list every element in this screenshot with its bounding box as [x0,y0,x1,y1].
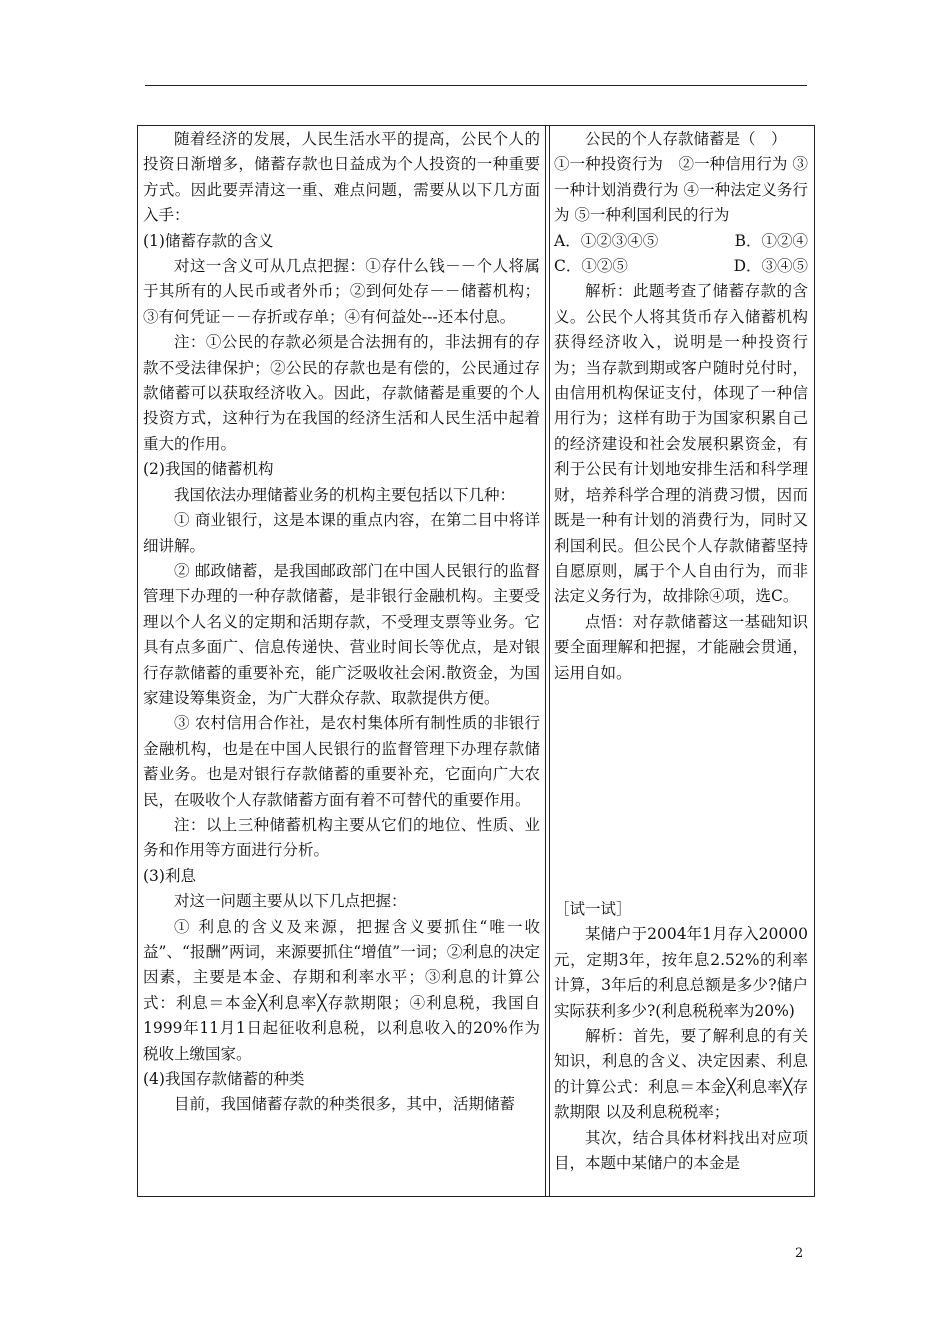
section-heading-3: (3)利息 [143,866,196,885]
option-a: A．①②③④⑤ [554,231,659,250]
exercise-body: 某储户于2004年1月存入20000元，定期3年，按年息2.52%的利率计算，3年后的利息总额是多少?储户实际获利多少?(利息税税率为20%) [554,925,808,1020]
question-tip: 点悟：对存款储蓄这一基础知识要全面理解和把握，才能融会贯通，运用自如。 [554,612,808,682]
question-statements: ①一种投资行为 ②一种信用行为 ③一种计划消费行为 ④一种法定义务行为 ⑤一种利国利民的行为 [554,155,808,225]
savings-types-paragraph: 目前，我国储蓄存款的种类很多，其中，活期储蓄 [174,1095,516,1114]
right-column-question [554,127,808,686]
interest-intro-paragraph: 对这一问题主要从以下几点把握： [174,892,407,911]
exercise-analysis-2: 其次，结合具体材料找出对应项目，本题中某储户的本金是 [554,1128,808,1173]
option-d: D．③④⑤ [733,257,808,276]
question-analysis: 解析：此题考查了储蓄存款的含义。公民个人将其货币存入储蓄机构获得经济收入，说明是一种投资行为；当存款到期或客户随时兑付时，由信用机构保证支付，体现了一种信用行为；这样有助于为国家积累自己的经济建设和社会发展积累资金，有利于公民有计划地安排生活和科学理财，培养科学合理的消费习惯，因而既是一种有计划的消费行为，同时又利国利民。但公民个人存款储蓄坚持自愿原则，属于个人自由行为，而非法定义务行为，故排除④项，选C。 [554,282,808,606]
question-stem: 公民的个人存款储蓄是（ ） [585,130,787,148]
meaning-paragraph: 对这一含义可从几点把握：①存什么钱－－个人将属于其所有的人民币或者外币；②到何处存－－储蓄机构；③有何凭证－－存折或存单；④有何益处---还本付息。 [143,257,540,326]
exercise-title: ［试一试］ [554,900,632,918]
exercise-analysis-1: 解析：首先，要了解利息的有关知识，利息的含义、决定因素、利息的计算公式：利息＝本金╳利息率╳存款期限 以及利息税税率； [554,1027,808,1122]
postal-savings-paragraph: ② 邮政储蓄，是我国邮政部门在中国人民银行的监督管理下办理的一种存款储蓄，是非银行金融机构。主要受理以个人名义的定期和活期存款，不受理支票等业务。它具有点多面广、信息传递快、营业时间长等优点，是对银行存款储蓄的重要补充，能广泛吸收社会闲.散资金，为国家建设筹集资金，为广大群众存款、取款提供方便。 [143,561,540,707]
left-column [143,127,540,1118]
option-b: B．①②④ [734,231,808,250]
institutions-paragraph: 我国依法办理储蓄业务的机构主要包括以下几种： [174,485,516,504]
commercial-bank-paragraph: ① 商业银行，这是本课的重点内容，在第二目中将详细讲解。 [143,511,540,555]
column-divider [545,125,550,1197]
section-heading-2: (2)我国的储蓄机构 [143,460,274,479]
section-heading-1: (1)储蓄存款的含义 [143,231,274,250]
page-number: 2 [795,1246,804,1261]
intro-paragraph: 随着经济的发展，人民生活水平的提高，公民个人的投资日渐增多，储蓄存款也日益成为个人投资的一种重要方式。因此要弄清这一重、难点问题，需要从以下几方面入手： [143,130,540,225]
note-paragraph-1: 注：①公民的存款必须是合法拥有的，非法拥有的存款不受法律保护；②公民的存款也是有偿的，公民通过存款储蓄可以获取经济收入。因此，存款储蓄是重要的个人投资方式，这种行为在我国的经济生活和人民生活中起着重大的作用。 [143,333,540,453]
right-column-exercise [554,897,808,1176]
options-row-2 [554,254,808,279]
note-paragraph-2: 注：以上三种储蓄机构主要从它们的地位、性质、业务和作用等方面进行分析。 [143,815,540,860]
rural-credit-paragraph: ③ 农村信用合作社，是农村集体所有制性质的非银行金融机构，也是在中国人民银行的监督管理下办理存款储蓄业务。也是对银行存款储蓄的重要补充，它面向广大农民，在吸收个人存款储蓄方面有着不可替代的重要作用。 [143,714,540,809]
interest-detail-paragraph: ① 利息的含义及来源，把握含义要抓住“唯一收益”、“报酬”两词，来源要抓住“增值”一词；②利息的决定因素，主要是本金、存期和利率水平；③利息的计算公式：利息＝本金╳利息率╳存款期限；④利息税，我国自1999年11月1日起征收利息税，以利息收入的20%作为税收上缴国家。 [143,917,540,1063]
options-row-1 [554,229,808,254]
header-rule [145,85,807,86]
section-heading-4: (4)我国存款储蓄的种类 [143,1070,305,1089]
option-c: C．①②⑤ [554,257,628,276]
